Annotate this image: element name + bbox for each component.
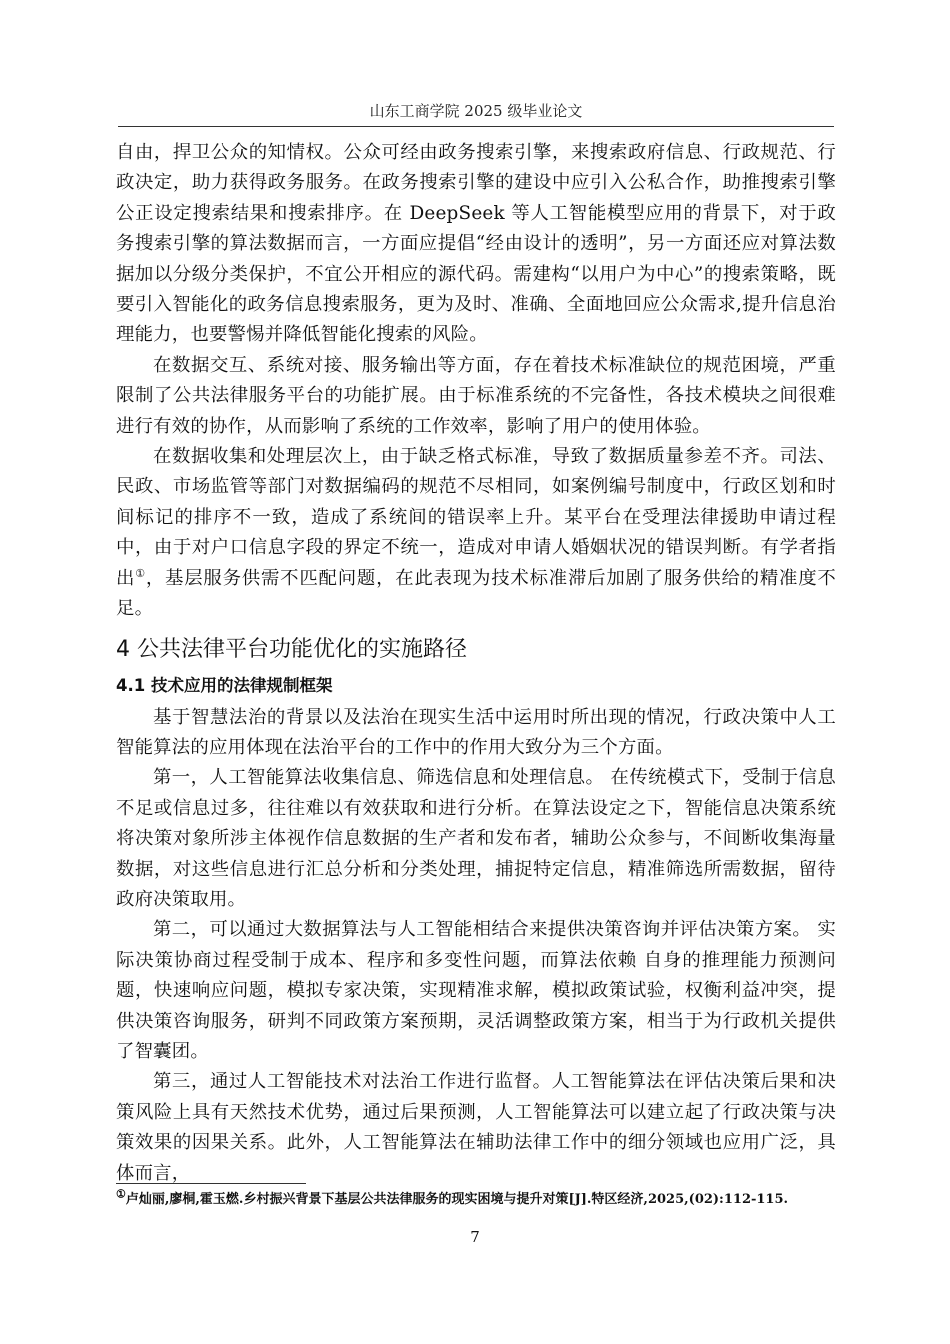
paragraph-1: 自由，捍卫公众的知情权。公众可经由政务搜索引擎，来搜索政府信息、行政规范、行政决定，助力获得政务服务。在政务搜索引擎的建设中应引入公私合作，助推搜索引擎公正设定搜索结果和搜索排序。在 DeepSeek 等人工智能模型应用的背景下，对于政务搜索引擎的算法数据而言，一方面应提倡“经由设计的透明”，另一方面还应对算法数据加以分级分类保护，不宜公开相应的源代码。需建构“以用户为中心”的搜索策略，既要引入智能化的政务信息搜索服务，更为及时、准确、全面地回应公众需求,提升信息治理能力，也要警惕并降低智能化搜索的风险。: [116, 142, 836, 346]
paragraph-3-after: ，基层服务供需不匹配问题，在此表现为技术标准滞后加剧了服务供给的精准度不足。: [116, 567, 837, 620]
paragraph-3-before: 在数据收集和处理层次上，由于缺乏格式标准，导致了数据质量参差不齐。司法、民政、市场监管等部门对数据编码的规范不尽相同，如案例编号制度中，行政区划和时间标记的排序不一致，造成了系统间的错误率上升。某平台在受理法律援助申请过程中，由于对户口信息字段的界定不统一，造成对申请人婚姻状况的错误判断。有学者指出: [116, 446, 836, 589]
running-header: 山东工商学院 2025 级毕业论文: [369, 102, 583, 120]
subsection-heading: 4.1 技术应用的法律规制框架: [116, 675, 333, 695]
paragraph-7: 第三，通过人工智能技术对法治工作进行监督。人工智能算法在评估决策后果和决策风险上具有天然技术优势，通过后果预测，人工智能算法可以建立起了行政决策与决策效果的因果关系。此外，人工智能算法在辅助法律工作中的细分领域也应用广泛，具体而言，: [116, 1071, 836, 1184]
paragraph-5: 第一，人工智能算法收集信息、筛选信息和处理信息。 在传统模式下，受制于信息不足或信息过多，往往难以有效获取和进行分析。在算法设定之下，智能信息决策系统将决策对象所涉主体视作信息数据的生产者和发布者，辅助公众参与，不间断收集海量数据，对这些信息进行汇总分析和分类处理，捕捉特定信息，精准筛选所需数据，留待政府决策取用。: [116, 767, 836, 910]
section-heading: 4 公共法律平台功能优化的实施路径: [116, 636, 467, 662]
footnote: [116, 1187, 836, 1210]
paragraph-2: 在数据交互、系统对接、服务输出等方面，存在着技术标准缺位的规范困境，严重限制了公共法律服务平台的功能扩展。由于标准系统的不完备性，各技术模块之间很难进行有效的协作，从而影响了系统的工作效率，影响了用户的使用体验。: [116, 354, 836, 437]
body-text: [116, 138, 836, 1189]
paragraph-6: 第二，可以通过大数据算法与人工智能相结合来提供决策咨询并评估决策方案。 实际决策协商过程受制于成本、程序和多变性问题，而算法依赖 自身的推理能力预测问题，快速响应问题，模拟专家决策，实现精准求解，模拟政策试验，权衡利益冲突，提供决策咨询服务，研判不同政策方案预期，灵活调整政策方案，相当于为行政机关提供了智囊团。: [116, 919, 836, 1062]
page-number: 7: [470, 1228, 480, 1246]
paragraph-3: [116, 442, 836, 624]
footnote-rule: [116, 1183, 306, 1184]
footnote-marker: ①: [116, 1187, 126, 1201]
header-rule: [118, 126, 834, 127]
footnote-text: 卢灿丽,廖桐,霍玉燃.乡村振兴背景下基层公共法律服务的现实困境与提升对策[J].特区经济,2025,(02):112-115.: [125, 1192, 789, 1207]
paragraph-4: 基于智慧法治的背景以及法治在现实生活中运用时所出现的情况，行政决策中人工智能算法的应用体现在法治平台的工作中的作用大致分为三个方面。: [116, 706, 836, 758]
footnote-reference[interactable]: ①: [135, 566, 146, 580]
